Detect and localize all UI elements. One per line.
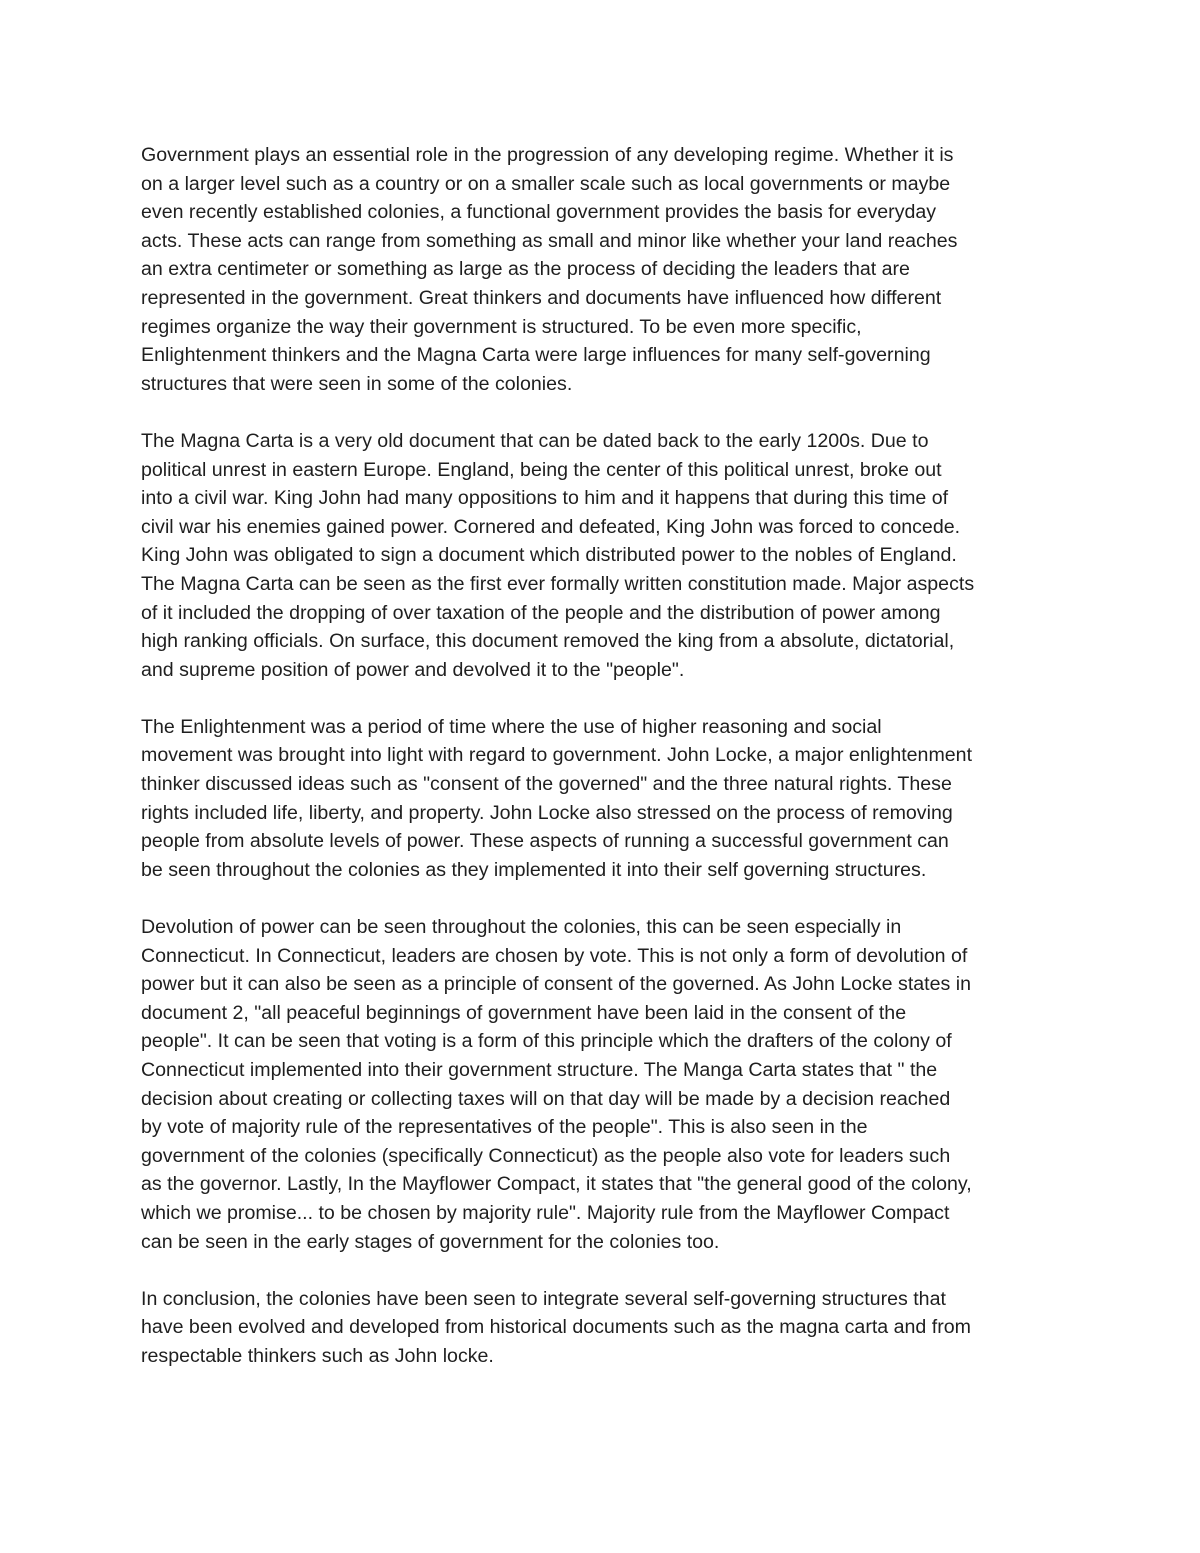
text-line: In conclusion, the colonies have been seen to integrate several self-governing structures that [141, 1287, 946, 1310]
text-line: of it included the dropping of over taxation of the people and the distribution of power among [141, 601, 941, 624]
text-line: Government plays an essential role in the progression of any developing regime. Whether it is [141, 144, 954, 166]
text-line: The Magna Carta can be seen as the first ever formally written constitution made. Major aspects [141, 572, 975, 595]
paragraph-magna-carta [141, 427, 1071, 684]
text-line: movement was brought into light with regard to government. John Locke, a major enlightenment [141, 744, 973, 767]
document-body [141, 141, 1071, 1399]
text-line: thinker discussed ideas such as "consent of the governed" and the three natural rights. These [141, 773, 952, 796]
paragraph-conclusion [141, 1285, 1071, 1371]
text-line: an extra centimeter or something as large as the process of deciding the leaders that are [141, 258, 910, 281]
text-line: Connecticut. In Connecticut, leaders are chosen by vote. This is not only a form of devolution of [141, 944, 968, 967]
text-line: even recently established colonies, a functional government provides the basis for everyday [141, 201, 937, 224]
text-line: regimes organize the way their government is structured. To be even more specific, [141, 315, 862, 338]
text-line: can be seen in the early stages of government for the colonies too. [141, 1230, 720, 1253]
text-line: document 2, "all peaceful beginnings of government have been laid in the consent of the [141, 1001, 907, 1024]
text-line: respectable thinkers such as John locke. [141, 1344, 494, 1367]
text-line: be seen throughout the colonies as they implemented it into their self governing structures. [141, 858, 927, 881]
text-line: and supreme position of power and devolved it to the "people". [141, 658, 685, 681]
text-line: on a larger level such as a country or on a smaller scale such as local governments or maybe [141, 172, 951, 195]
text-line: Enlightenment thinkers and the Magna Carta were large influences for many self-governing [141, 344, 931, 367]
text-line: have been evolved and developed from historical documents such as the magna carta and from [141, 1316, 971, 1339]
text-line: The Magna Carta is a very old document that can be dated back to the early 1200s. Due to [141, 429, 929, 452]
text-line: government of the colonies (specifically Connecticut) as the people also vote for leaders such [141, 1144, 951, 1167]
text-line: as the governor. Lastly, In the Mayflower Compact, it states that "the general good of the colony, [141, 1173, 972, 1196]
text-line: high ranking officials. On surface, this document removed the king from a absolute, dictatorial, [141, 630, 955, 653]
paragraph-enlightenment [141, 713, 1071, 885]
text-line: civil war his enemies gained power. Cornered and defeated, King John was forced to concede. [141, 515, 961, 538]
text-line: structures that were seen in some of the colonies. [141, 372, 573, 395]
text-line: acts. These acts can range from something as small and minor like whether your land reaches [141, 229, 958, 252]
text-line: represented in the government. Great thinkers and documents have influenced how different [141, 286, 942, 309]
paragraph-devolution [141, 913, 1071, 1256]
text-line: The Enlightenment was a period of time where the use of higher reasoning and social [141, 715, 882, 738]
text-line: rights included life, liberty, and property. John Locke also stressed on the process of removing [141, 801, 953, 824]
text-line: decision about creating or collecting taxes will on that day will be made by a decision reached [141, 1087, 951, 1110]
text-line: political unrest in eastern Europe. England, being the center of this political unrest, broke out [141, 458, 942, 481]
text-line: which we promise... to be chosen by majority rule". Majority rule from the Mayflower Compact [141, 1201, 950, 1224]
text-line: power but it can also be seen as a principle of consent of the governed. As John Locke states in [141, 973, 971, 996]
text-line: Connecticut implemented into their government structure. The Manga Carta states that " the [141, 1059, 938, 1081]
text-line: people". It can be seen that voting is a form of this principle which the drafters of the colony of [141, 1030, 952, 1053]
text-line: by vote of majority rule of the representatives of the people". This is also seen in the [141, 1116, 868, 1139]
text-line: into a civil war. King John had many oppositions to him and it happens that during this time of [141, 487, 949, 510]
text-line: people from absolute levels of power. These aspects of running a successful government can [141, 830, 949, 853]
text-line: Devolution of power can be seen throughout the colonies, this can be seen especially in [141, 916, 902, 939]
text-line: King John was obligated to sign a document which distributed power to the nobles of England. [141, 544, 957, 567]
paragraph-introduction [141, 141, 1071, 398]
